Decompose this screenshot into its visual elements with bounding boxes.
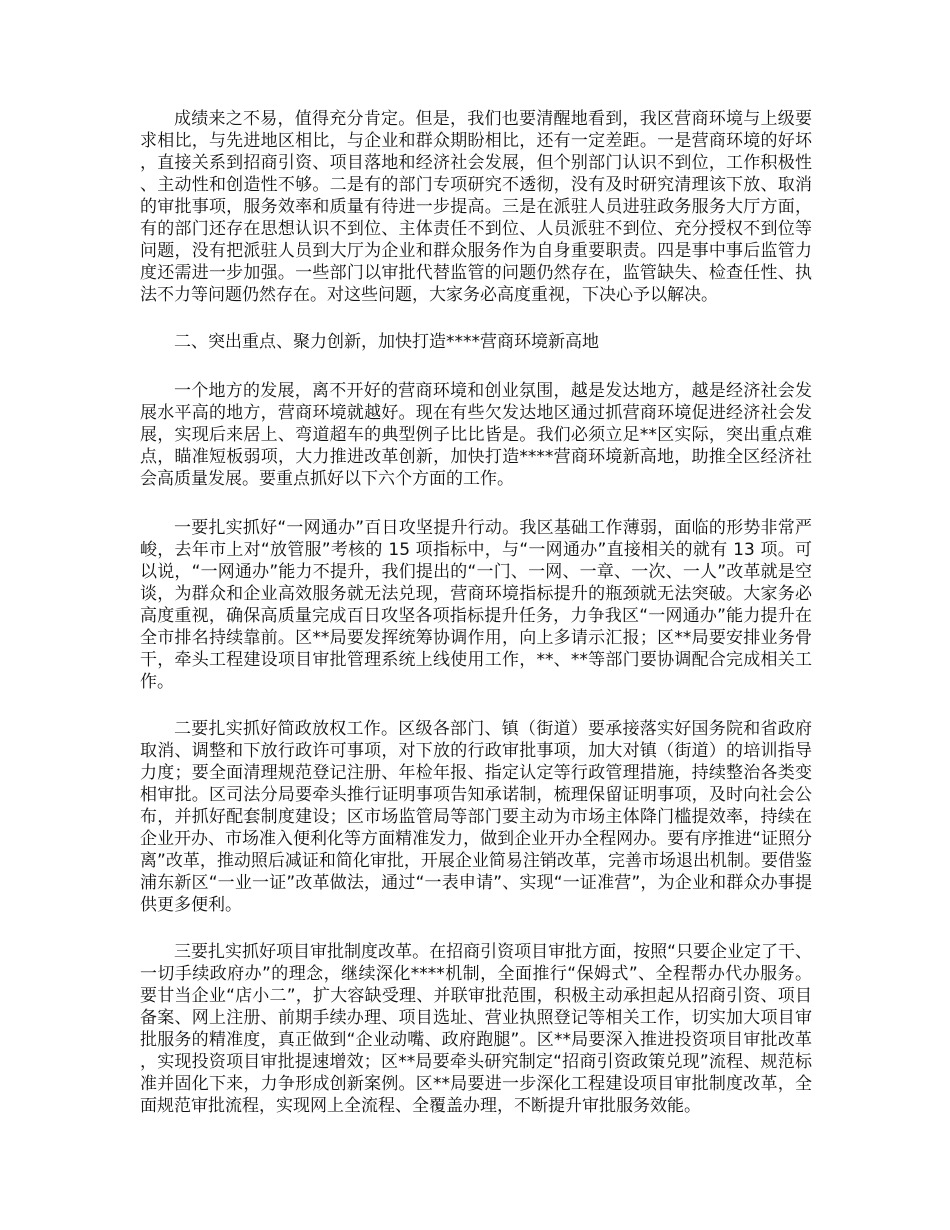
paragraph-overview: 一个地方的发展，离不开好的营商环境和创业氛围，越是发达地方，越是经济社会发展水平高的地方，营商环境就越好。现在有些欠发达地区通过抓营商环境促进经济社会发展，实现后来居上、弯道超车的典型例子比比皆是。我们必须立足**区实际，突出重点难点，瞄准短板弱项，大力推进改革创新，加快打造****营商环境新高地，助推全区经济社会高质量发展。要重点抓好以下六个方面的工作。 xyxy=(140,381,812,489)
paragraph-task-three: 三要扎实抓好项目审批制度改革。在招商引资项目审批方面，按照“只要企业定了干、一切手续政府办”的理念，继续深化****机制，全面推行“保姆式”、全程帮办代办服务。要甘当企业“店小二”，扩大容缺受理、并联审批范围，积极主动承担起从招商引资、项目备案、网上注册、前期手续办理、项目选址、营业执照登记等相关工作，切实加大项目审批服务的精准度，真正做到“企业动嘴、政府跑腿”。区**局要深入推进投资项目审批改革，实现投资项目审批提速增效；区**局要牵头研究制定“招商引资政策兑现”流程、规范标准并固化下来，力争形成创新案例。区**局要进一步深化工程建设项目审批制度改革，全面规范审批流程，实现网上全流程、全覆盖办理，不断提升审批服务效能。 xyxy=(140,942,812,1116)
paragraph-task-two: 二要扎实抓好简政放权工作。区级各部门、镇（街道）要承接落实好国务院和省政府取消、调整和下放行政许可事项，对下放的行政审批事项，加大对镇（街道）的培训指导力度；要全面清理规范登记注册、年检年报、指定认定等行政管理措施，持续整治各类变相审批。区司法分局要牵头推行证明事项告知承诺制，梳理保留证明事项，及时向社会公布，并抓好配套制度建设；区市场监管局等部门要主动为市场主体降门槛提效率，持续在企业开办、市场准入便利化等方面精准发力，做到企业开办全程网办。要有序推进“证照分离”改革，推动照后减证和简化审批，开展企业简易注销改革，完善市场退出机制。要借鉴浦东新区“一业一证”改革做法，通过“一表申请”、实现“一证准营”，为企业和群众办事提供更多便利。 xyxy=(140,719,812,915)
paragraph-task-one: 一要扎实抓好“一网通办”百日攻坚提升行动。我区基础工作薄弱，面临的形势非常严峻，去年市上对“放管服”考核的 15 项指标中，与“一网通办”直接相关的就有 13 项。可以说，“一网通办”能力不提升，我们提出的“一门、一网、一章、一次、一人”改革就是空谈，为群众和企业高效服务就无法兑现，营商环境指标提升的瓶颈就无法突破。大家务必高度重视，确保高质量完成百日攻坚各项指标提升任务，力争我区“一网通办”能力提升在全市排名持续靠前。区**局要发挥统筹协调作用，向上多请示汇报；区**局要安排业务骨干，牵头工程建设项目审批管理系统上线使用工作，**、**等部门要协调配合完成相关工作。 xyxy=(140,518,812,692)
section-heading: 二、突出重点、聚力创新，加快打造****营商环境新高地 xyxy=(174,332,599,352)
paragraph-assessment: 成绩来之不易，值得充分肯定。但是，我们也要清醒地看到，我区营商环境与上级要求相比，与先进地区相比，与企业和群众期盼相比，还有一定差距。一是营商环境的好坏，直接关系到招商引资、项目落地和经济社会发展，但个别部门认识不到位，工作积极性、主动性和创造性不够。二是有的部门专项研究不透彻，没有及时研究清理该下放、取消的审批事项，服务效率和质量有待进一步提高。三是在派驻人员进驻政务服务大厅方面，有的部门还存在思想认识不到位、主体责任不到位、人员派驻不到位、充分授权不到位等问题，没有把派驻人员到大厅为企业和群众服务作为自身重要职责。四是事中事后监管力度还需进一步加强。一些部门以审批代替监管的问题仍然存在，监管缺失、检查任性、执法不力等问题仍然存在。对这些问题，大家务必高度重视，下决心予以解决。 xyxy=(140,109,812,305)
document-body xyxy=(140,108,812,1117)
